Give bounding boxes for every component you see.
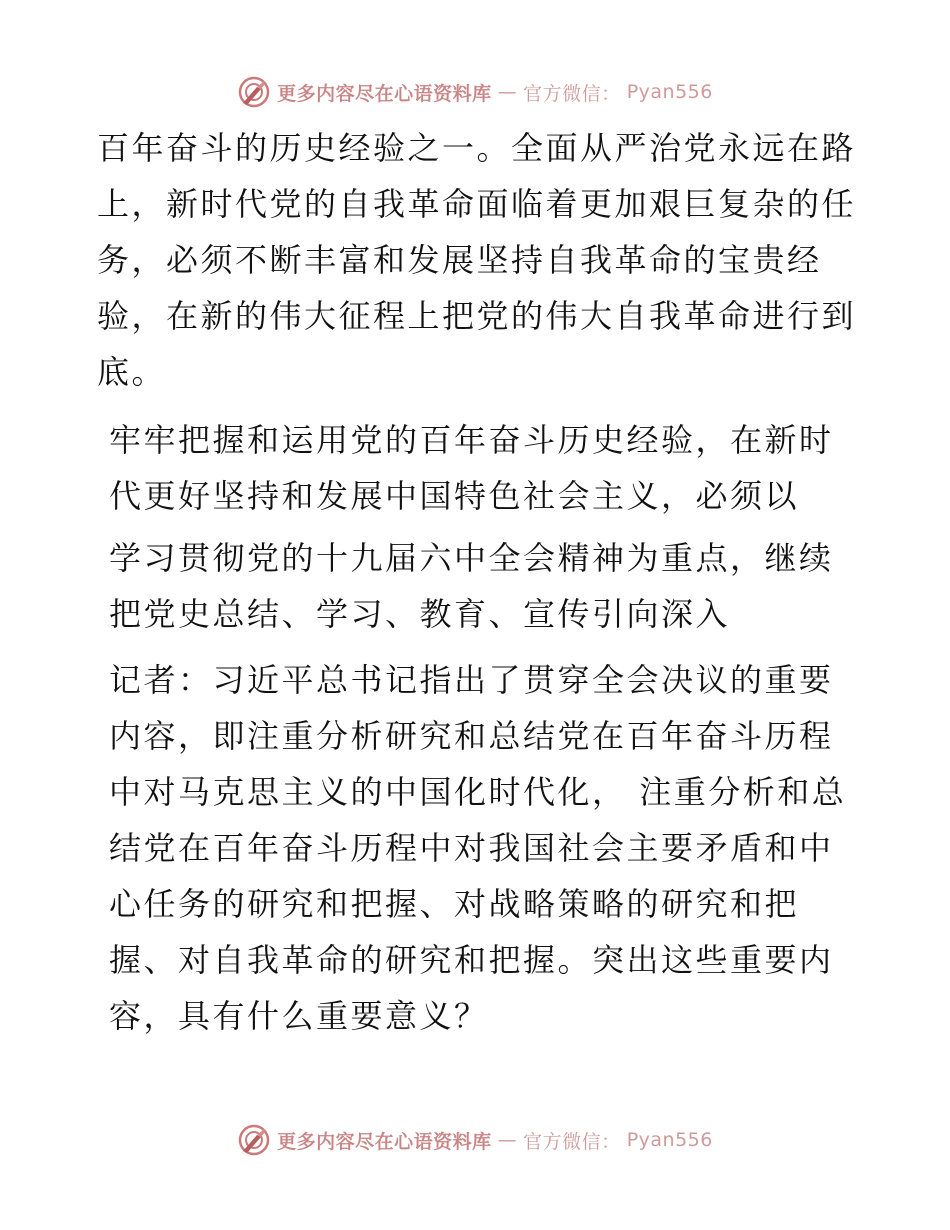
text-line: 对马克思主义的中国化时代化， 注重分析和总结 — [109, 773, 847, 867]
footer-banner — [0, 1120, 950, 1160]
brand-logo-icon — [237, 75, 271, 109]
paragraph-4 — [97, 652, 857, 1044]
banner-separator: — — [497, 81, 518, 103]
text-line: 党在百年奋斗历程中对我国社会主要矛盾和中心任 — [109, 829, 834, 923]
header-banner — [0, 72, 950, 112]
brand-logo-icon — [237, 1123, 271, 1157]
banner-site-text: 更多内容尽在心语资料库 — [277, 82, 492, 105]
text-line: 牢牢把握和运用党的百年奋斗历史经验，在新时 — [109, 421, 834, 459]
banner-wechat-id: Pyan556 — [626, 1129, 713, 1151]
text-line: 学习贯彻党的十九届六中全会精神为重点，继续 — [109, 539, 834, 577]
text-line: 上，新时代党的自我革命面临着更加艰巨复杂的任 — [97, 185, 857, 223]
paragraph-1 — [97, 120, 857, 400]
text-line: 务的研究和把握、对战略策略的研究和把握、对自 — [109, 885, 800, 979]
text-line: 代更好坚持和发展中国特色社会主义，必须以 — [109, 477, 800, 515]
document-body — [97, 120, 857, 1044]
text-line: 记者：习近平总书记指出了贯穿全会决议的重要 — [109, 661, 834, 699]
text-line: 么重要意义？ — [281, 997, 489, 1035]
banner-wechat-id: Pyan556 — [626, 81, 713, 103]
banner-wechat-label: 官方微信： — [523, 82, 621, 105]
banner-wechat-label: 官方微信： — [523, 1130, 621, 1153]
text-line: 百年奋斗的历史经验之一。全面从严治党永远在路 — [97, 129, 857, 167]
banner-separator: — — [497, 1129, 518, 1151]
text-line: 务，必须不断丰富和发展坚持自我革命的宝贵经 — [97, 241, 822, 279]
text-line: 验，在新的伟大征程上把党的伟大自我革命进行到 — [97, 297, 857, 335]
text-line: 我革命的研究和把握。突出这些重要内容，具有什 — [109, 941, 834, 1035]
text-line: 内容，即注重分析研究和总结党在百年奋斗历程中 — [109, 717, 834, 811]
text-line: 底。 — [97, 353, 167, 391]
paragraph-3 — [97, 530, 857, 642]
text-line: 把党史总结、学习、教育、宣传引向深入 — [109, 595, 731, 633]
banner-site-text: 更多内容尽在心语资料库 — [277, 1130, 492, 1153]
paragraph-2 — [97, 412, 857, 524]
